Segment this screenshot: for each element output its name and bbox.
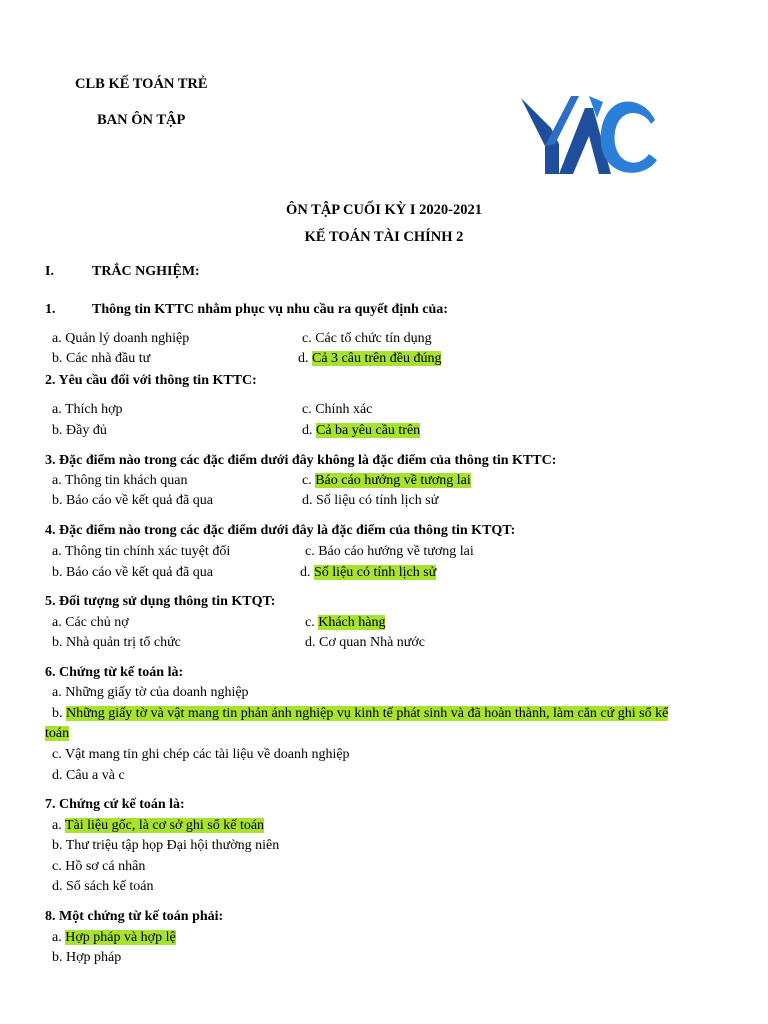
option-b: b. Nhà quản trị tổ chức <box>52 635 181 650</box>
option-c: c. Các tổ chức tín dụng <box>302 331 432 346</box>
yac-logo <box>515 88 660 178</box>
option-c: c. Vật mang tin ghi chép các tài liệu về doanh nghiệp <box>52 747 350 762</box>
section-number: I. <box>45 264 54 279</box>
option-a: a. Các chủ nợ <box>52 615 129 630</box>
club-name: CLB KẾ TOÁN TRẺ <box>75 76 208 92</box>
option-a: a. Quản lý doanh nghiệp <box>52 331 190 346</box>
option-a: a. Thông tin khách quan <box>52 473 188 488</box>
question-text: 3. Đặc điểm nào trong các đặc điểm dưới đây không là đặc điểm của thông tin KTTC: <box>45 453 557 468</box>
question-text: 6. Chứng từ kế toán là: <box>45 665 184 680</box>
option-b: b. Báo cáo về kết quả đã qua <box>52 565 213 580</box>
option-b: b. Thư triệu tập họp Đại hội thường niên <box>52 838 280 853</box>
question-text: 4. Đặc điểm nào trong các đặc điểm dưới đây là đặc điểm của thông tin KTQT: <box>45 523 516 538</box>
option-b: b. Đầy đủ <box>52 423 107 438</box>
option-d-correct: d. Số liệu có tính lịch sử <box>300 565 437 580</box>
board-name: BAN ÔN TẬP <box>97 112 186 128</box>
option-a: a. Những giấy tờ của doanh nghiệp <box>52 685 249 700</box>
option-c-correct: c. Báo cáo hướng về tương lai <box>302 473 471 488</box>
option-d-correct: d. Cả ba yêu cầu trên <box>302 423 421 438</box>
question-text: 8. Một chứng từ kế toán phải: <box>45 909 224 924</box>
option-a: a. Thích hợp <box>52 402 123 417</box>
option-b: b. Hợp pháp <box>52 950 122 965</box>
question-text: Thông tin KTTC nhằm phục vụ nhu cầu ra quyết định của: <box>92 302 448 317</box>
section-label: TRẮC NGHIỆM: <box>92 264 200 279</box>
option-c: c. Báo cáo hướng về tương lai <box>305 544 474 559</box>
option-b-correct: b. Những giấy tờ và vật mang tin phản ánh nghiệp vụ kinh tế phát sinh và đã hoàn thành, làm căn cứ ghi sổ kế <box>52 706 669 721</box>
option-d: d. Sổ sách kế toán <box>52 879 154 894</box>
option-a: a. Thông tin chính xác tuyệt đối <box>52 544 231 559</box>
option-d: d. Câu a và c <box>52 768 125 783</box>
option-b-continuation: toán <box>45 726 70 741</box>
question-number: 1. <box>45 302 56 317</box>
question-text: 2. Yêu cầu đối với thông tin KTTC: <box>45 373 257 388</box>
title-line-2: KẾ TOÁN TÀI CHÍNH 2 <box>304 229 464 245</box>
option-b: b. Các nhà đầu tư <box>52 351 151 366</box>
option-c-correct: c. Khách hàng <box>305 615 386 630</box>
option-c: c. Chính xác <box>302 402 373 417</box>
option-a-correct: a. Hợp pháp và hợp lệ <box>52 930 176 945</box>
option-b: b. Báo cáo về kết quả đã qua <box>52 493 213 508</box>
title-line-1: ÔN TẬP CUỐI KỲ I 2020-2021 <box>286 202 482 218</box>
option-c: c. Hồ sơ cá nhân <box>52 859 146 874</box>
question-text: 5. Đối tượng sử dụng thông tin KTQT: <box>45 594 276 609</box>
question-text: 7. Chứng cứ kế toán là: <box>45 797 185 812</box>
option-d: d. Số liệu có tính lịch sử <box>302 493 439 508</box>
option-d: d. Cơ quan Nhà nước <box>305 635 425 650</box>
option-d-correct: d. Cả 3 câu trên đều đúng <box>298 351 442 366</box>
option-a-correct: a. Tài liệu gốc, là cơ sở ghi sổ kế toán <box>52 818 265 833</box>
